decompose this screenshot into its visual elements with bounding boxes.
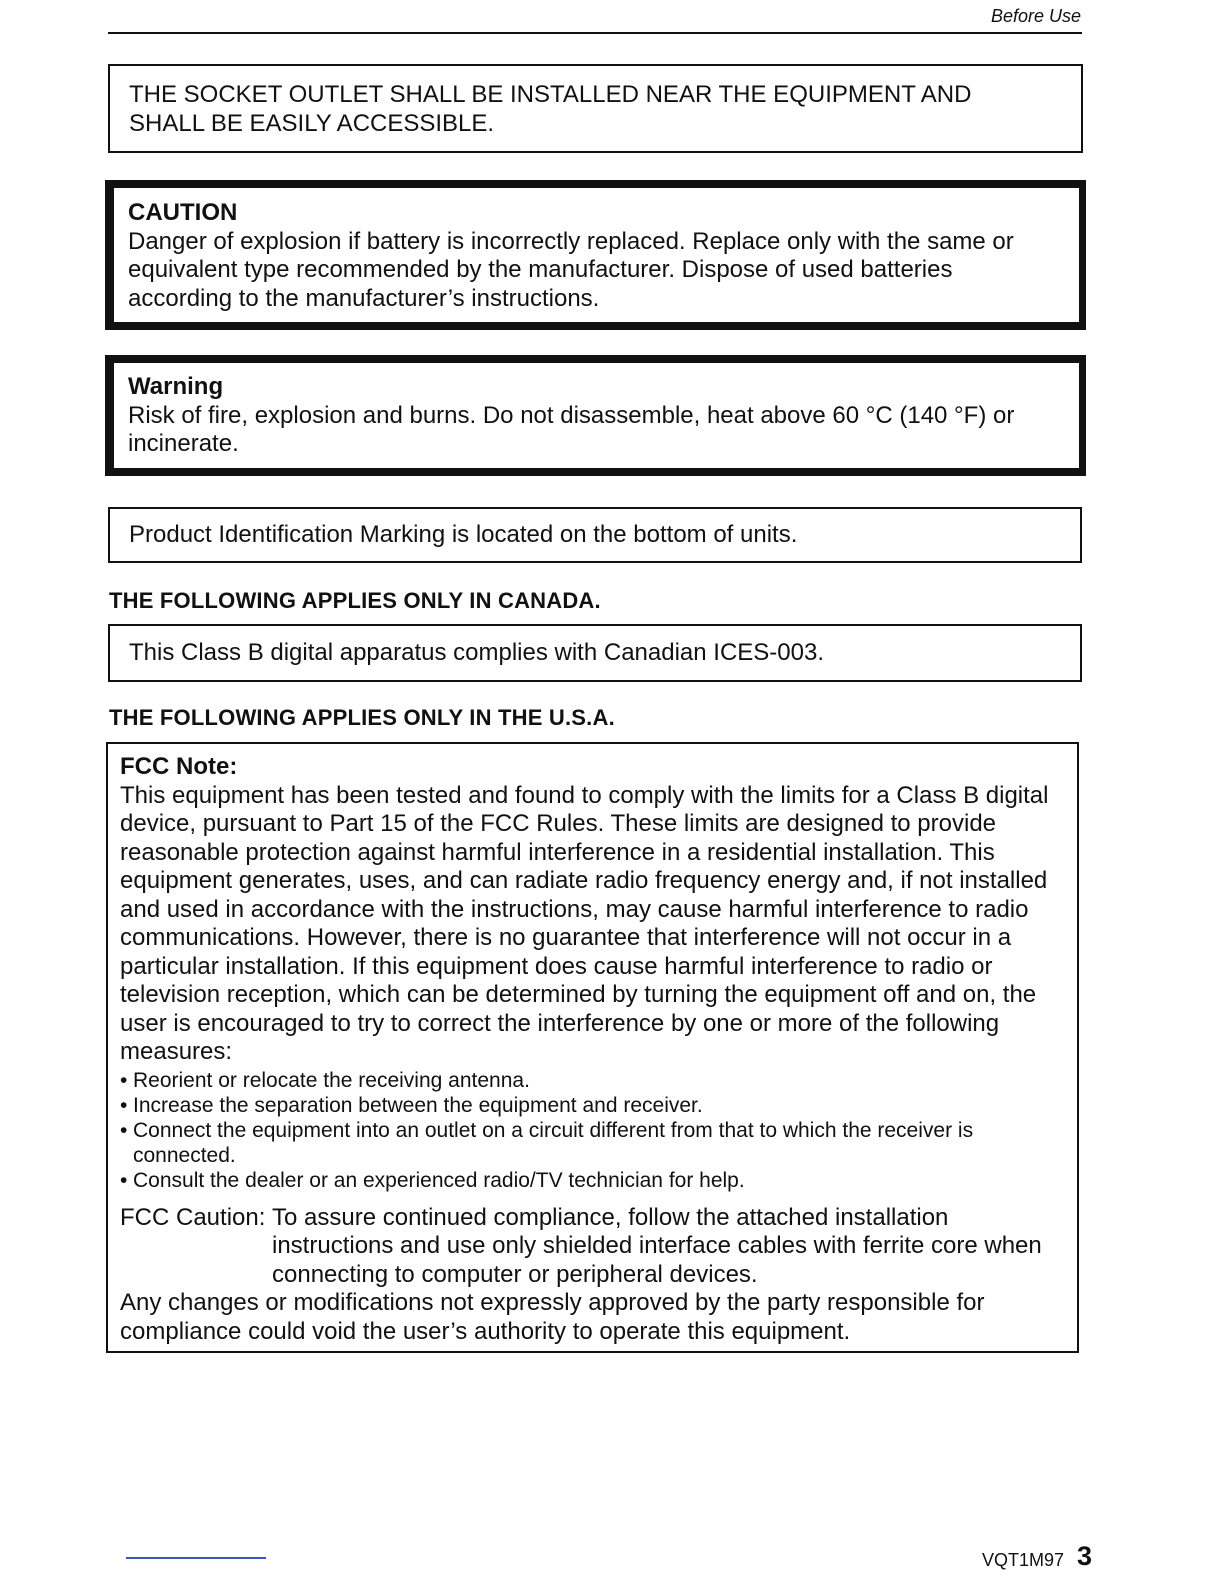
fcc-body-line: communications. However, there is no guarantee that interference will not occur in a — [120, 924, 1012, 951]
bullet-icon: • — [120, 1168, 128, 1192]
socket-notice-line2: SHALL BE EASILY ACCESSIBLE. — [129, 109, 495, 137]
fcc-closing-line: compliance could void the user’s authority to operate this equipment. — [120, 1317, 851, 1345]
warning-title: Warning — [128, 373, 224, 400]
footer-blue-rule — [126, 1557, 266, 1559]
fcc-measures-list — [120, 1068, 1065, 1193]
fcc-body-line: user is encouraged to try to correct the interference by one or more of the following — [120, 1009, 1000, 1037]
fcc-caution-label: FCC Caution: — [120, 1203, 266, 1231]
caution-line3: according to the manufacturer’s instructions. — [128, 284, 600, 312]
fcc-body-line: device, pursuant to Part 15 of the FCC Rules. These limits are designed to provide — [120, 810, 997, 837]
warning-line2: incinerate. — [128, 430, 239, 457]
section-header: Before Use — [990, 6, 1081, 26]
warning-box — [105, 355, 1086, 476]
bullet-icon: • — [120, 1118, 128, 1142]
caution-box — [105, 180, 1086, 330]
fcc-closing-line: Any changes or modifications not expressly approved by the party responsible for — [120, 1289, 985, 1316]
warning-line1: Risk of fire, explosion and burns. Do not disassemble, heat above 60 °C (140 °F) or — [128, 401, 1015, 429]
fcc-caution-text — [272, 1204, 1042, 1290]
caution-line1: Danger of explosion if battery is incorrectly replaced. Replace only with the same or — [128, 227, 1014, 255]
list-item: • Increase the separation between the equipment and receiver. — [120, 1093, 703, 1117]
bullet-icon: • — [120, 1093, 128, 1117]
bullet-icon: • — [120, 1068, 128, 1092]
fcc-caution-line: To assure continued compliance, follow the attached installation — [272, 1203, 949, 1231]
page-number: 3 — [1076, 1541, 1092, 1571]
caution-title: CAUTION — [128, 199, 238, 226]
fcc-body-line: measures: — [120, 1038, 233, 1065]
fcc-body-line: This equipment has been tested and found to comply with the limits for a Class B digital — [120, 781, 1049, 809]
list-item: • Connect the equipment into an outlet on a circuit different from that to which the receiver is connected. — [120, 1118, 974, 1167]
canada-box — [108, 624, 1082, 682]
fcc-body-line: equipment generates, uses, and can radiate radio frequency energy and, if not installed — [120, 867, 1048, 894]
caution-line2: equivalent type recommended by the manufacturer. Dispose of used batteries — [128, 256, 953, 283]
usa-heading: THE FOLLOWING APPLIES ONLY IN THE U.S.A. — [109, 705, 615, 730]
model-code: VQT1M97 — [981, 1550, 1064, 1570]
list-item: • Consult the dealer or an experienced radio/TV technician for help. — [120, 1168, 745, 1192]
socket-notice-line1: THE SOCKET OUTLET SHALL BE INSTALLED NEAR THE EQUIPMENT AND — [129, 81, 972, 108]
fcc-body-line: reasonable protection against harmful interference in a residential installation. This — [120, 838, 995, 866]
fcc-note-title: FCC Note: — [120, 753, 238, 780]
header-rule — [108, 32, 1082, 34]
fcc-caution — [120, 1204, 1065, 1290]
fcc-body-line: particular installation. If this equipment does cause harmful interference to radio or — [120, 952, 993, 980]
fcc-caution-line: connecting to computer or peripheral devices. — [272, 1260, 758, 1288]
fcc-caution-line: instructions and use only shielded interface cables with ferrite core when — [272, 1232, 1042, 1259]
canada-text: This Class B digital apparatus complies with Canadian ICES-003. — [129, 639, 825, 666]
fcc-body-line: and used in accordance with the instructions, may cause harmful interference to radio — [120, 895, 1029, 923]
product-id-box — [108, 507, 1082, 563]
fcc-body-line: television reception, which can be determined by turning the equipment off and on, the — [120, 981, 1037, 1008]
canada-heading: THE FOLLOWING APPLIES ONLY IN CANADA. — [109, 588, 601, 613]
socket-notice-box — [108, 64, 1083, 153]
fcc-box — [106, 742, 1079, 1353]
list-item: • Reorient or relocate the receiving antenna. — [120, 1068, 530, 1092]
product-id-text: Product Identification Marking is located on the bottom of units. — [129, 521, 798, 548]
